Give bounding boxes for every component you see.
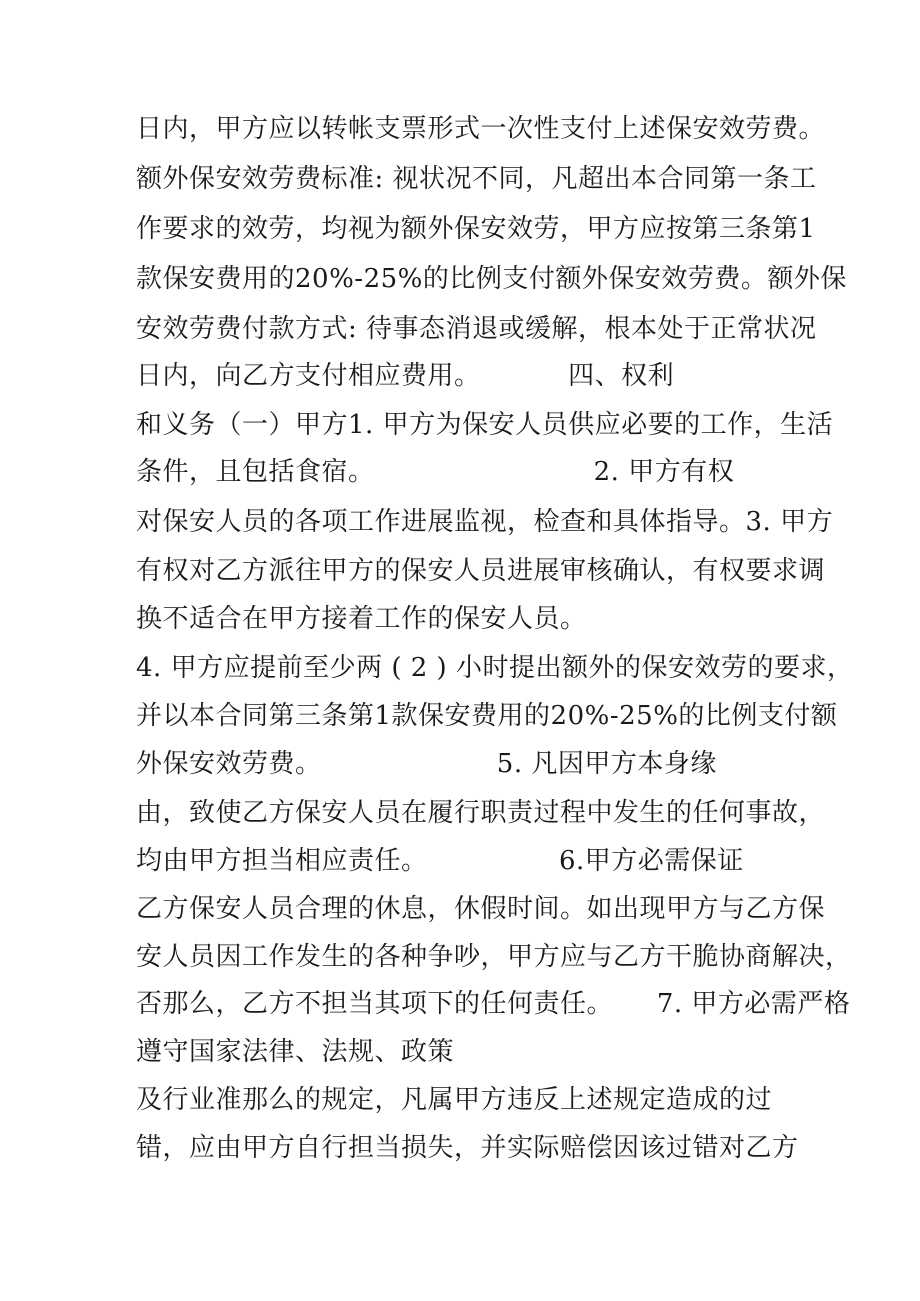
text-line-8: 条件，且包括食宿。 2. 甲方有权	[136, 457, 735, 487]
text-line-21: 及行业准那么的规定，凡属甲方违反上述规定造成的过	[136, 1085, 773, 1115]
text-line-13: 并以本合同第三条第1款保安费用的20%-25%的比例支付额	[136, 701, 838, 731]
text-line-17: 乙方保安人员合理的休息，休假时间。如出现甲方与乙方保	[136, 894, 826, 924]
text-line-19: 否那么，乙方不担当其项下的任何责任。 7. 甲方必需严格	[136, 989, 851, 1019]
text-line-20: 遵守国家法律、法规、政策	[136, 1037, 455, 1067]
text-line-1: 日内，甲方应以转帐支票形式一次性支付上述保安效劳费。	[136, 114, 826, 144]
text-line-10: 有权对乙方派往甲方的保安人员进展审核确认，有权要求调	[136, 556, 826, 586]
text-line-5: 安效劳费付款方式: 待事态消退或缓解，根本处于正常状况	[136, 314, 817, 344]
text-line-3: 作要求的效劳，均视为额外保安效劳，甲方应按第三条第1	[136, 214, 816, 244]
text-line-14: 外保安效劳费。 5. 凡因甲方本身缘	[136, 749, 717, 779]
text-line-22: 错，应由甲方自行担当损失，并实际赔偿因该过错对乙方	[136, 1133, 799, 1163]
text-line-2: 额外保安效劳费标准: 视状况不同，凡超出本合同第一条工	[136, 164, 817, 194]
text-line-18: 安人员因工作发生的各种争吵，甲方应与乙方干脆协商解决，	[136, 942, 852, 972]
text-line-12: 4. 甲方应提前至少两 ( 2 ) 小时提出额外的保安效劳的要求，	[136, 653, 854, 683]
text-line-16: 均由甲方担当相应责任。 6.甲方必需保证	[136, 846, 744, 876]
text-line-9: 对保安人员的各项工作进展监视，检查和具体指导。3. 甲方	[136, 507, 834, 537]
text-line-15: 由，致使乙方保安人员在履行职责过程中发生的任何事故，	[136, 798, 826, 828]
text-line-6: 日内，向乙方支付相应费用。 四、权利	[136, 361, 675, 391]
text-line-4: 款保安费用的20%-25%的比例支付额外保安效劳费。额外保	[136, 264, 847, 294]
text-line-11: 换不适合在甲方接着工作的保安人员。	[136, 604, 587, 634]
text-line-7: 和义务（一）甲方1. 甲方为保安人员供应必要的工作，生活	[136, 410, 834, 440]
